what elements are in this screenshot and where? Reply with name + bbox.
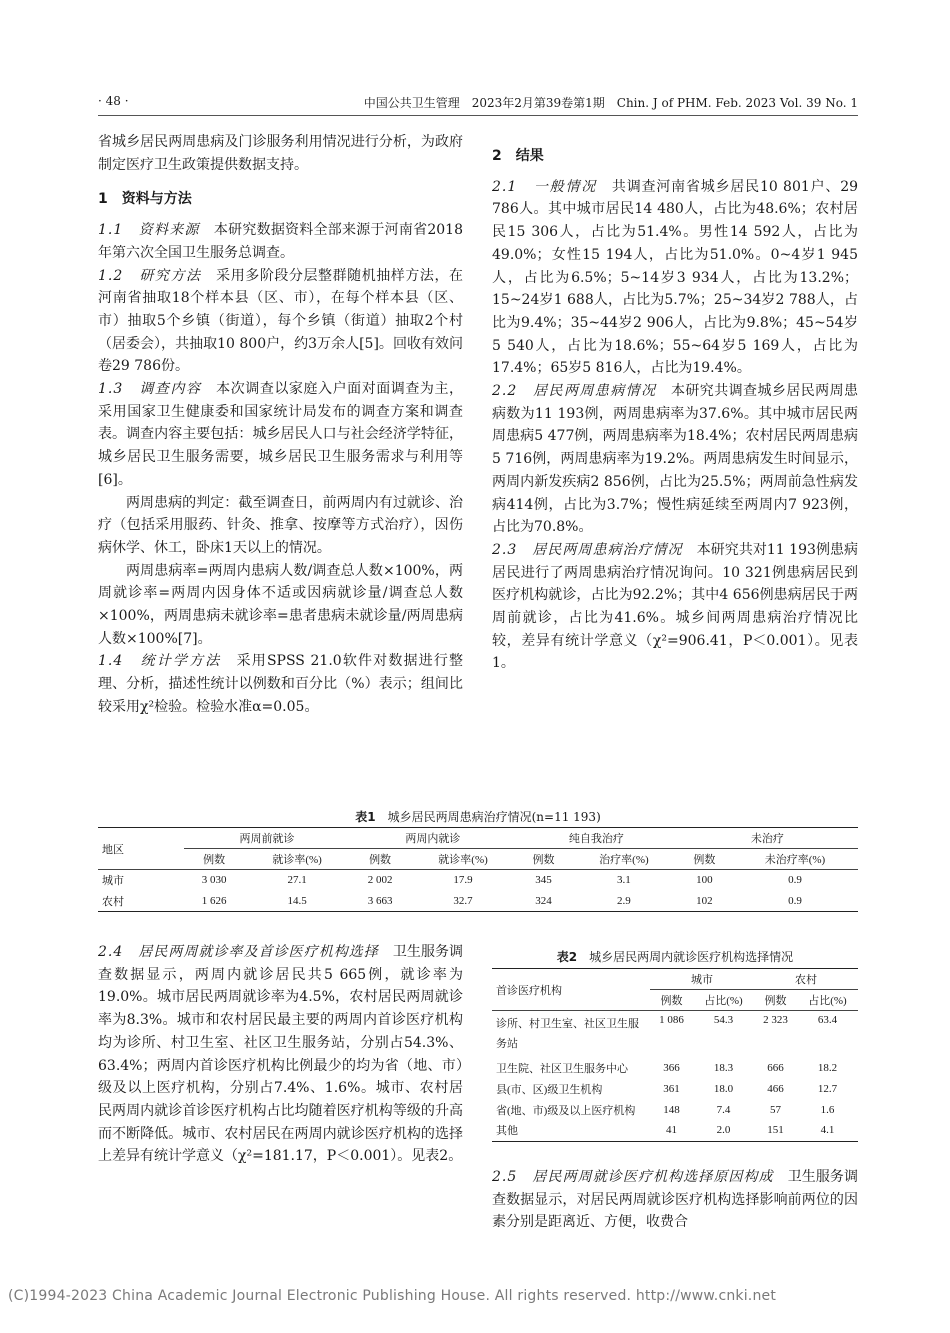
- para-1-3c: 两周患病率=两周内患病人数/调查总人数×100%，两周就诊率=两周内因身体不适或因病就诊量/调查总人数×100%，两周患病未就诊率=患者患病未就诊量/两周患病人数×100%[7]。: [98, 562, 463, 647]
- table-row: [492, 1011, 858, 1058]
- table1-sub-header: 例数: [184, 849, 244, 870]
- table1-sub-header: 治疗率(%): [571, 849, 677, 870]
- text-2-2: 本研究共调查城乡居民两周患病数为11 193例，两周患病率为37.6%。其中城市居民两周患病5 477例，两周患病率为18.4%；农村居民两周患病5 716例，两周患病率为19.2%。两周患病发生时间显示，两周内新发疾病2 856例，占比为25.5%；两周前急性病发病414例，占比为3.7%；慢性病延续至两周内7 923例，占比为70.8%。: [492, 383, 859, 536]
- intro-paragraph: 省城乡居民两周患病及门诊服务利用情况进行分析，为政府制定医疗卫生政策提供数据支持。: [98, 134, 463, 173]
- heading-1-2: 1.2 研究方法: [98, 267, 202, 284]
- table1-cell: 17.9: [453, 874, 473, 887]
- table1-cell: 3 030: [201, 874, 227, 887]
- heading-2-1: 2.1 一般情况: [492, 178, 598, 195]
- table2-cell: 57: [769, 1103, 781, 1116]
- table-row: [492, 1078, 858, 1099]
- section-1-heading: 1 资料与方法: [98, 191, 192, 208]
- text-1-2: 采用多阶段分层整群随机抽样方法，在河南省抽取18个样本县（区、市），在每个样本县（区、市）抽取5个乡镇（街道），每个乡镇（街道）抽取2个村（居委会），共抽取10 800户，约3万余人[5]。回收有效问卷29 786份。: [98, 267, 464, 375]
- table1-sub-header: 例数: [516, 849, 571, 870]
- table1-region-header: 地区: [98, 828, 184, 870]
- para-1-1: [98, 219, 463, 264]
- table-row: [492, 1120, 858, 1141]
- table2-cell: 18.0: [713, 1082, 734, 1095]
- text-2-5: 卫生服务调查数据显示，对居民两周就诊医疗机构选择影响前两位的因素分别是距离近、方便，收费合: [492, 1169, 859, 1231]
- table2-cell: 151: [767, 1124, 784, 1137]
- table2-cell: 1.6: [820, 1103, 835, 1116]
- heading-1-4: 1.4 统计学方法: [98, 653, 222, 670]
- table1-caption: [98, 808, 858, 825]
- left-column: [98, 131, 463, 719]
- para-2-2: [492, 380, 858, 539]
- table2-cell: 18.3: [713, 1061, 734, 1074]
- table2-sub-header: 例数: [754, 990, 797, 1011]
- para-1-3: [98, 378, 463, 492]
- table2-inst: 省(地、市)级及以上医疗机构: [496, 1104, 636, 1117]
- table2-label: 表2: [556, 950, 578, 964]
- table2-cell: 2 323: [763, 1014, 788, 1026]
- heading-2-5: 2.5 居民两周就诊医疗机构选择原因构成: [492, 1169, 774, 1185]
- table2-caption: [492, 948, 858, 965]
- table2-cell: 666: [767, 1061, 784, 1074]
- table1-cell: 3.1: [617, 874, 631, 887]
- heading-2-2: 2.2 居民两周患病情况: [492, 383, 657, 400]
- table1-cell: 3 663: [367, 894, 393, 907]
- section-2-heading: 2 结果: [492, 148, 544, 164]
- table1-cell: 102: [696, 894, 713, 907]
- text-1-3: 本次调查以家庭入户面对面调查为主，采用国家卫生健康委和国家统计局发布的调查方案和调查表。调查内容主要包括：城乡居民人口与社会经济学特征，城乡居民卫生服务需要，城乡居民卫生服务需求与利用等[6]。: [98, 381, 464, 488]
- para-2-1: [492, 176, 858, 380]
- para-1-4: [98, 650, 463, 718]
- text-1-4: 采用SPSS 21.0软件对数据进行整理、分析，描述性统计以例数和百分比（%）表示；组间比较采用χ²检验。检验水准α=0.05。: [98, 653, 464, 715]
- table1-group-header: 两周内就诊: [350, 828, 516, 849]
- table1-cell: 324: [535, 894, 552, 907]
- table1-cell: 2 002: [367, 874, 393, 887]
- para-2-3: [492, 539, 858, 675]
- left-column-bottom: [98, 941, 463, 1168]
- table1-cell: 2.9: [617, 894, 631, 907]
- table2-group-header: 农村: [754, 969, 858, 990]
- table1-group-header: 两周前就诊: [184, 828, 350, 849]
- table2-sub-header: 例数: [650, 990, 693, 1011]
- table1-title: 城乡居民两周患病治疗情况(n=11 193): [387, 810, 601, 824]
- heading-1-3: 1.3 调查内容: [98, 381, 202, 398]
- para-2-4: [98, 941, 463, 1168]
- running-header: [98, 94, 858, 116]
- table2-title: 城乡居民两周内就诊医疗机构选择情况: [589, 950, 794, 964]
- table2-inst: 诊所、村卫生室、社区卫生服务站: [496, 1018, 639, 1050]
- right-column: [492, 131, 858, 675]
- table2-cell: 466: [767, 1082, 784, 1095]
- table1-sub-header: 未治疗率(%): [732, 849, 858, 870]
- para-2-5: [492, 1166, 858, 1234]
- page-number: · 48 ·: [98, 94, 129, 108]
- text-2-3: 本研究共对11 193例患病居民进行了两周患病治疗情况询问。10 321例患病居民到医疗机构就诊，占比为92.2%；其中4 656例患病居民于两周前就诊，占比为41.6%。城乡间两周患病治疗情况比较，差异有统计学意义（χ²=906.41，P＜0.001）。见表1。: [492, 541, 859, 672]
- table2-cell: 54.3: [713, 1014, 734, 1026]
- table1-cell: 32.7: [453, 894, 473, 907]
- table-row: [492, 1057, 858, 1078]
- table1-label: 表1: [355, 810, 376, 824]
- table1-cell: 1 626: [201, 894, 227, 907]
- table2-cell: 1 086: [659, 1014, 684, 1026]
- text-2-4: 卫生服务调查数据显示，两周内就诊居民共5 665例，就诊率为19.0%。城市居民两周就诊率为4.5%，农村居民两周就诊率为8.3%。城市和农村居民最主要的两周内首诊医疗机构均为诊所、村卫生室、社区卫生服务站，分别占54.3%、63.4%；两周内首诊医疗机构比例最少的均为省（地、市）级及以上医疗机构，分别占7.4%、1.6%。城市、农村居民两周内就诊首诊医疗机构占比均随着医疗机构等级的升高而不断降低。城市、农村居民在两周内就诊医疗机构的选择上差异有统计学意义（χ²=181.17，P＜0.001）。见表2。: [98, 944, 464, 1165]
- table2-cell: 12.7: [817, 1082, 838, 1095]
- table1-sub-header: 例数: [350, 849, 410, 870]
- table1-group-header: 未治疗: [677, 828, 858, 849]
- table2-inst: 县(市、区)级卫生机构: [496, 1083, 603, 1096]
- copyright-footer: (C)1994-2023 China Academic Journal Electronic Publishing House. All rights reserved. http://www.cnki.net: [8, 1288, 777, 1304]
- table-row: [492, 1099, 858, 1120]
- table-row: [98, 891, 858, 912]
- table2-cell: 41: [665, 1124, 677, 1137]
- right-column-bottom: [492, 1166, 858, 1234]
- table1-sub-header: 例数: [677, 849, 732, 870]
- para-1-2: [98, 265, 463, 379]
- heading-1-1: 1.1 资料来源: [98, 222, 200, 239]
- table2-group-header: 城市: [650, 969, 754, 990]
- table2-cell: 63.4: [817, 1014, 838, 1026]
- table2-cell: 2.0: [716, 1124, 731, 1137]
- text-1-1: 本研究数据资料全部来源于河南省2018年第六次全国卫生服务总调查。: [98, 222, 463, 261]
- table2-cell: 4.1: [820, 1124, 835, 1137]
- para-1-3b: 两周患病的判定：截至调查日，前两周内有过就诊、治疗（包括采用服药、针灸、推拿、按摩等方式治疗），因伤病休学、休工，卧床1天以上的情况。: [98, 494, 463, 556]
- journal-info: 中国公共卫生管理 2023年2月第39卷第1期 Chin. J of PHM. Feb. 2023 Vol. 39 No. 1: [363, 96, 858, 110]
- table1-cell: 27.1: [287, 874, 307, 887]
- table2-cell: 366: [663, 1061, 680, 1074]
- table1-cell: 14.5: [287, 894, 307, 907]
- table1-sub-header: 就诊率(%): [244, 849, 350, 870]
- table2-sub-header: 占比(%): [797, 990, 858, 1011]
- table1-group-header: 纯自我治疗: [516, 828, 677, 849]
- table1-cell: 0.9: [788, 874, 802, 887]
- table1-cell: 0.9: [788, 894, 802, 907]
- table1-cell: 100: [696, 874, 713, 887]
- table1-region: 农村: [102, 895, 124, 908]
- table1: [98, 827, 858, 912]
- table2-inst: 其他: [496, 1125, 518, 1138]
- table2-cell: 18.2: [817, 1061, 838, 1074]
- table2-inst-header: 首诊医疗机构: [492, 969, 650, 1011]
- table1-region: 城市: [102, 875, 124, 888]
- table2-inst: 卫生院、社区卫生服务中心: [496, 1062, 628, 1075]
- text-2-1: 共调查河南省城乡居民10 801户、29 786人。其中城市居民14 480人，占比为48.6%；农村居民15 306人，占比为51.4%。男性14 592人，占比为49.0%；女性15 194人，占比为51.0%。0~4岁1 945人，占比为6.5%；5~14岁3 934人，占比为13.2%；15~24岁1 688人，占比为5.7%；25~34岁2 788人，占比为9.4%；35~44岁2 906人，占比为9.8%；45~54岁5 540人，占比为18.6%；55~64岁5 169人，占比为17.4%；65岁5 816人，占比为19.4%。: [492, 178, 859, 377]
- table2-cell: 361: [663, 1082, 680, 1095]
- heading-2-3: 2.3 居民两周患病治疗情况: [492, 541, 683, 558]
- table1-sub-header: 就诊率(%): [410, 849, 516, 870]
- table2-cell: 7.4: [716, 1103, 731, 1116]
- heading-2-4: 2.4 居民两周就诊率及首诊医疗机构选择: [98, 944, 379, 960]
- table1-cell: 345: [535, 874, 552, 887]
- table2-sub-header: 占比(%): [693, 990, 754, 1011]
- table2-cell: 148: [663, 1103, 680, 1116]
- table2: [492, 968, 858, 1142]
- table-row: [98, 870, 858, 891]
